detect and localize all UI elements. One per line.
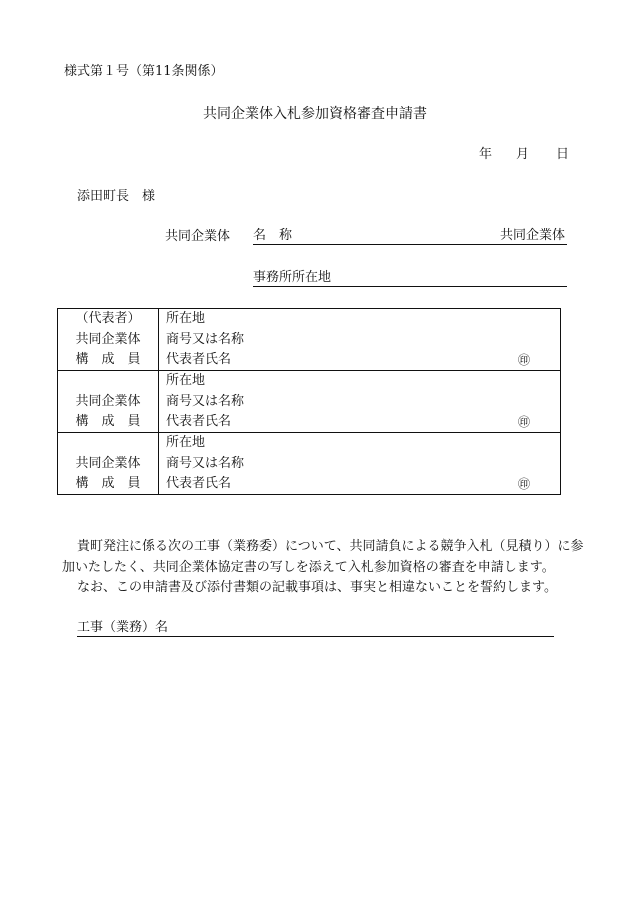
declaration-line-2: 加いたしたく、共同企業体協定書の写しを添えて入札参加資格の審査を申請します。 bbox=[62, 560, 555, 575]
member-fields-cell[interactable] bbox=[159, 309, 560, 370]
declaration-line-3: なお、この申請書及び添付書類の記載事項は、事実と相違ないことを誓約します。 bbox=[77, 580, 557, 595]
member-fields-cell[interactable] bbox=[159, 371, 560, 432]
member-role-cell bbox=[58, 433, 159, 494]
representative-name-field-label: 代表者氏名 bbox=[166, 414, 232, 429]
office-address-field[interactable] bbox=[253, 270, 567, 287]
member-role-line bbox=[58, 371, 158, 391]
project-name-label: 工事（業務）名 bbox=[77, 620, 169, 635]
seal-mark: ㊞ bbox=[517, 353, 530, 367]
address-field-label: 所在地 bbox=[166, 373, 206, 388]
member-role-line bbox=[58, 433, 158, 453]
project-name-field[interactable] bbox=[77, 620, 554, 637]
member-role-line: 共同企業体 bbox=[75, 332, 141, 347]
applicant-name-field[interactable] bbox=[253, 228, 567, 245]
members-table bbox=[57, 308, 561, 495]
company-name-field-label: 商号又は名称 bbox=[166, 394, 245, 409]
member-group-3 bbox=[58, 432, 560, 494]
applicant-label: 共同企業体 bbox=[165, 229, 231, 244]
seal-mark: ㊞ bbox=[517, 477, 530, 491]
date-day: 日 bbox=[556, 147, 570, 162]
declaration-line-1: 貴町発注に係る次の工事（業務委）について、共同請負による競争入札（見積り）に参 bbox=[77, 539, 584, 554]
member-role-line: 構 成 員 bbox=[75, 414, 141, 429]
applicant-name-label: 名 称 bbox=[253, 228, 293, 243]
representative-name-field-label: 代表者氏名 bbox=[166, 476, 232, 491]
office-address-label: 事務所所在地 bbox=[253, 270, 332, 285]
document-title: 共同企業体入札参加資格審査申請書 bbox=[203, 106, 427, 122]
date-month: 月 bbox=[516, 147, 530, 162]
applicant-name-suffix: 共同企業体 bbox=[499, 228, 565, 243]
company-name-field-label: 商号又は名称 bbox=[166, 332, 245, 347]
member-fields-cell[interactable] bbox=[159, 433, 560, 494]
member-role-line: 共同企業体 bbox=[75, 456, 141, 471]
representative-name-field-label: 代表者氏名 bbox=[166, 352, 232, 367]
date-year: 年 bbox=[479, 147, 493, 162]
member-role-cell bbox=[58, 371, 159, 432]
seal-mark: ㊞ bbox=[517, 415, 530, 429]
member-role-line: 構 成 員 bbox=[75, 352, 141, 367]
member-role-cell bbox=[58, 309, 159, 370]
member-group-representative bbox=[58, 309, 560, 370]
address-field-label: 所在地 bbox=[166, 311, 206, 326]
member-role-line: 共同企業体 bbox=[75, 394, 141, 409]
member-group-2 bbox=[58, 370, 560, 432]
company-name-field-label: 商号又は名称 bbox=[166, 456, 245, 471]
form-number: 様式第１号（第11条関係） bbox=[64, 64, 224, 79]
member-role-line: （代表者） bbox=[75, 311, 141, 326]
address-field-label: 所在地 bbox=[166, 435, 206, 450]
addressee: 添田町長 様 bbox=[77, 189, 156, 204]
member-role-line: 構 成 員 bbox=[75, 476, 141, 491]
